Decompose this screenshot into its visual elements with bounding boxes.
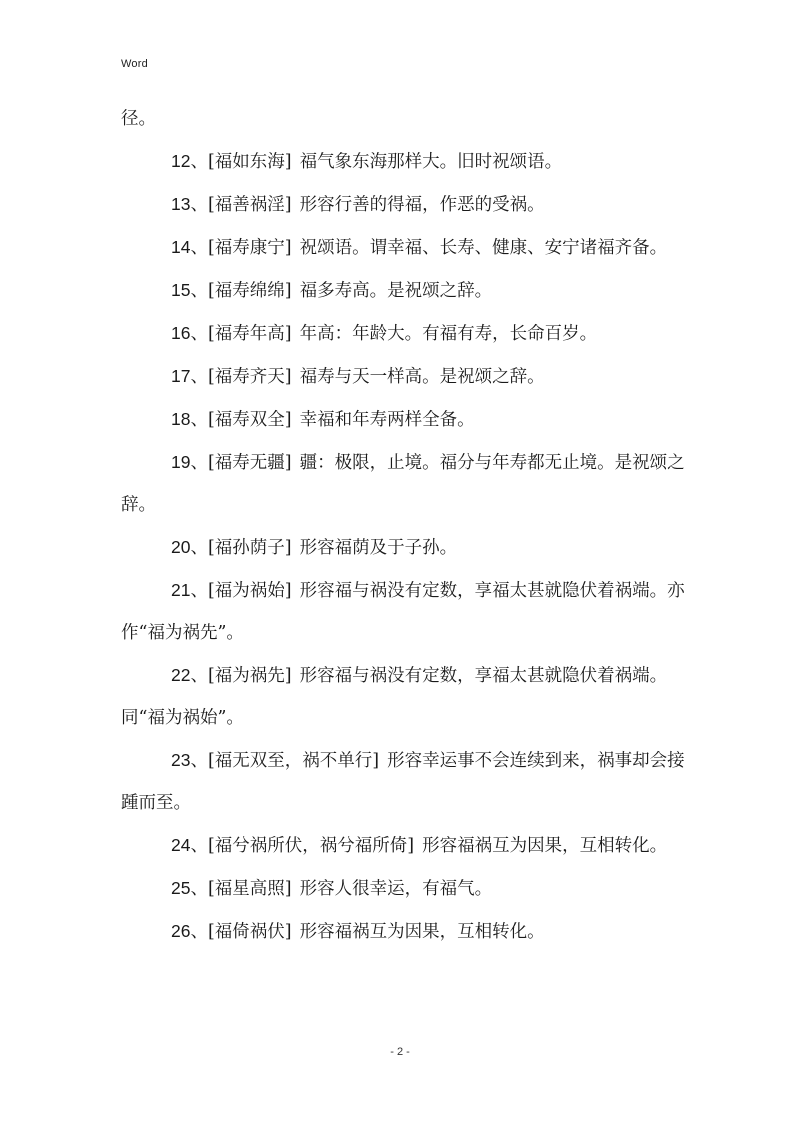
entry-definition: 福寿与天一样高。是祝颂之辞。 xyxy=(299,367,545,387)
entry-number: 12、 xyxy=(171,151,208,171)
entry-definition: 年高：年龄大。有福有寿，长命百岁。 xyxy=(299,324,598,344)
entry-definition: 祝颂语。谓幸福、长寿、健康、安宁诸福齐备。 xyxy=(299,238,668,258)
entry-definition: 形容福荫及于子孙。 xyxy=(299,538,458,558)
entry-definition: 疆：极限，止境。福分与年寿都无止境。是祝颂之辞。 xyxy=(121,453,685,515)
entry-number: 24、 xyxy=(171,835,208,855)
page-number: - 2 - xyxy=(390,1046,410,1058)
entry-term: [福寿双全] xyxy=(207,410,292,430)
entry-13 xyxy=(121,183,691,226)
entry-definition: 形容福与祸没有定数，享福太甚就隐伏着祸端。亦作“福为祸先”。 xyxy=(121,581,685,643)
entry-term: [福孙荫子] xyxy=(207,538,292,558)
entry-19 xyxy=(121,441,691,526)
entry-definition: 形容福祸互为因果，互相转化。 xyxy=(422,836,668,856)
entry-term: [福倚祸伏] xyxy=(207,922,292,942)
entry-term: [福寿齐天] xyxy=(207,367,292,387)
entry-25 xyxy=(121,867,691,910)
entry-term: [福为祸先] xyxy=(207,666,292,686)
entry-17 xyxy=(121,355,691,398)
entry-definition: 形容幸运事不会连续到来，祸事却会接踵而至。 xyxy=(121,751,685,813)
entry-number: 13、 xyxy=(171,194,208,214)
entry-definition: 形容人很幸运，有福气。 xyxy=(299,879,493,899)
entry-12 xyxy=(121,140,691,183)
entry-14 xyxy=(121,226,691,269)
entry-number: 23、 xyxy=(171,750,208,770)
document-body xyxy=(121,98,691,953)
entry-number: 14、 xyxy=(171,237,208,257)
header-label: Word xyxy=(121,58,148,70)
entry-24 xyxy=(121,824,691,867)
entry-term: [福如东海] xyxy=(207,152,292,172)
entry-definition: 形容福与祸没有定数，享福太甚就隐伏着祸端。同“福为祸始”。 xyxy=(121,666,668,728)
entry-22 xyxy=(121,654,691,739)
entry-number: 20、 xyxy=(171,537,208,557)
entry-term: [福寿无疆] xyxy=(207,453,292,473)
entry-23 xyxy=(121,739,691,824)
entry-16 xyxy=(121,312,691,355)
entry-26 xyxy=(121,910,691,953)
continuation-text: 径。 xyxy=(121,109,156,129)
entry-18 xyxy=(121,398,691,441)
entry-number: 26、 xyxy=(171,921,208,941)
entry-21 xyxy=(121,569,691,654)
entry-term: [福星高照] xyxy=(207,879,292,899)
entry-term: [福寿年高] xyxy=(207,324,292,344)
entry-definition: 形容行善的得福，作恶的受祸。 xyxy=(299,195,545,215)
entry-definition: 形容福祸互为因果，互相转化。 xyxy=(299,922,545,942)
entry-20 xyxy=(121,526,691,569)
entry-term: [福为祸始] xyxy=(207,581,292,601)
entry-number: 17、 xyxy=(171,366,208,386)
entry-number: 18、 xyxy=(171,409,208,429)
entry-number: 16、 xyxy=(171,323,208,343)
entry-term: [福无双至，祸不单行] xyxy=(207,751,380,771)
entry-definition: 福气象东海那样大。旧时祝颂语。 xyxy=(299,152,563,172)
entry-number: 21、 xyxy=(171,580,208,600)
entry-term: [福善祸淫] xyxy=(207,195,292,215)
entry-15 xyxy=(121,269,691,312)
entry-definition: 幸福和年寿两样全备。 xyxy=(299,410,475,430)
entry-number: 25、 xyxy=(171,878,208,898)
entry-term: [福寿绵绵] xyxy=(207,281,292,301)
entry-term: [福兮祸所伏，祸兮福所倚] xyxy=(207,836,415,856)
entry-number: 15、 xyxy=(171,280,208,300)
entry-term: [福寿康宁] xyxy=(207,238,292,258)
entry-number: 22、 xyxy=(171,665,208,685)
entry-number: 19、 xyxy=(171,452,208,472)
entry-definition: 福多寿高。是祝颂之辞。 xyxy=(299,281,493,301)
